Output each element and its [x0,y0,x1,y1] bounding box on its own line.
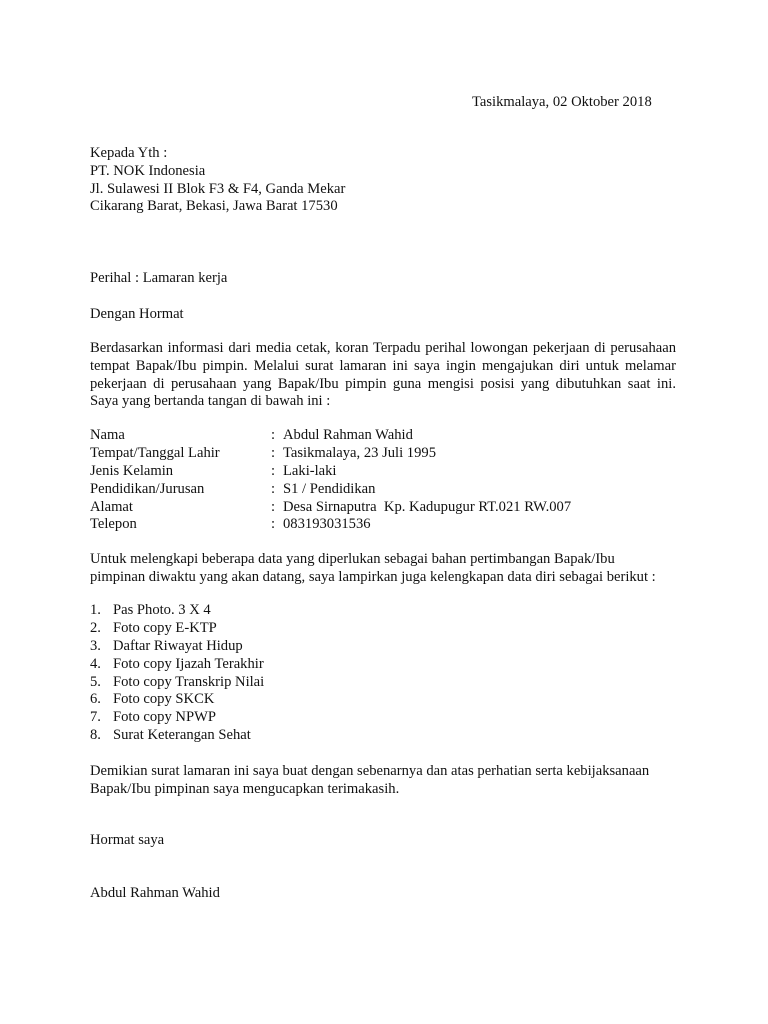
list-text: Foto copy E-KTP [113,619,217,636]
field-colon: : [271,498,276,515]
field-value: Desa Sirnaputra Kp. Kadupugur RT.021 RW.007 [283,498,572,515]
list-number: 8. [90,727,101,744]
field-label: Tempat/Tanggal Lahir [90,444,220,461]
closing-line: Bapak/Ibu pimpinan saya mengucapkan terimakasih. [90,780,400,797]
closing-paragraph [90,763,676,799]
field-label: Alamat [90,498,133,515]
field-value: Laki-laki [283,462,337,479]
list-number: 5. [90,673,101,690]
recipient-block [90,145,345,216]
recipient-line: Cikarang Barat, Bekasi, Jawa Barat 17530 [90,198,338,215]
list-text: Foto copy NPWP [113,709,216,726]
field-colon: : [271,427,276,443]
field-colon: : [271,444,276,461]
field-colon: : [271,480,276,497]
field-colon: : [271,462,276,479]
field-label: Pendidikan/Jurusan [90,480,205,497]
list-text: Foto copy SKCK [113,691,215,708]
closing-line: Demikian surat lamaran ini saya buat dengan sebenarnya dan atas perhatian serta kebijaksanaan [90,763,650,779]
list-text: Foto copy Ijazah Terakhir [113,655,264,672]
list-number: 7. [90,709,101,726]
field-value: 083193031536 [283,516,371,533]
field-label: Jenis Kelamin [90,462,174,479]
list-number: 6. [90,691,101,708]
list-text: Foto copy Transkrip Nilai [113,673,265,690]
field-value: Abdul Rahman Wahid [283,427,413,443]
intro-line: tempat Bapak/Ibu pimpin. Melalui surat lamaran ini saya ingin mengajukan diri untuk melamar [90,357,676,374]
attachment-intro-line: Untuk melengkapi beberapa data yang diperlukan sebagai bahan pertimbangan Bapak/Ibu [90,551,615,567]
list-number: 1. [90,602,101,618]
list-number: 4. [90,655,101,672]
signatory-name: Abdul Rahman Wahid [90,885,220,901]
attachment-intro-paragraph [90,551,676,587]
recipient-line: Kepada Yth : [90,145,168,161]
subject-line: Perihal : Lamaran kerja [90,270,228,286]
field-value: Tasikmalaya, 23 Juli 1995 [283,444,436,461]
field-label: Nama [90,427,125,443]
intro-paragraph [90,340,676,411]
field-colon: : [271,516,276,533]
attachment-intro-line: pimpinan diwaktu yang akan datang, saya lampirkan juga kelengkapan data diri sebagai berikut : [90,568,656,585]
place-date: Tasikmalaya, 02 Oktober 2018 [472,94,652,110]
list-text: Surat Keterangan Sehat [113,727,251,744]
field-label: Telepon [90,516,137,533]
list-text: Pas Photo. 3 X 4 [113,602,211,618]
recipient-line: Jl. Sulawesi II Blok F3 & F4, Ganda Mekar [90,180,346,197]
intro-line: Berdasarkan informasi dari media cetak, koran Terpadu perihal lowongan pekerjaan di perusahaan [90,340,676,356]
list-number: 3. [90,637,101,654]
list-text: Daftar Riwayat Hidup [113,637,243,654]
intro-line: pekerjaan di perusahaan yang Bapak/Ibu pimpin guna mengisi posisi yang dibutuhkan saat ini. [90,375,676,392]
greeting: Dengan Hormat [90,306,184,322]
field-value: S1 / Pendidikan [283,480,376,497]
recipient-line: PT. NOK Indonesia [90,162,206,179]
intro-line: Saya yang bertanda tangan di bawah ini : [90,393,331,410]
list-number: 2. [90,619,101,636]
sign-off: Hormat saya [90,832,165,848]
